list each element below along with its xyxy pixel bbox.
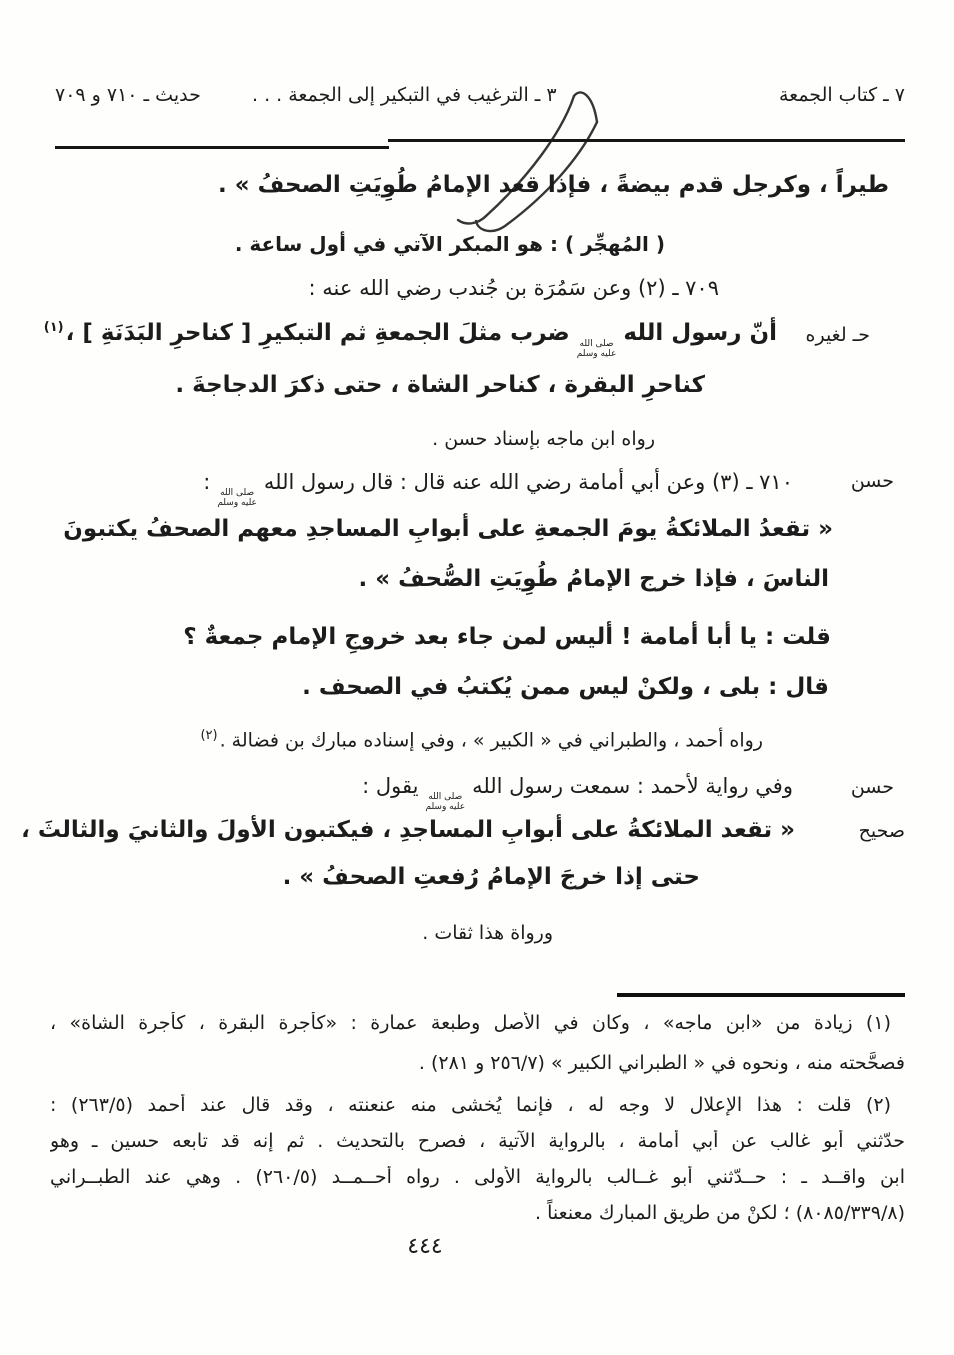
matn-line xyxy=(43,320,905,366)
footnote-line: ابن واقــد ـ : حــدّثني أبو غــالب بالرواية الأولى . رواه أحــمــد (٢٦٠/٥) . وهي عند الطبــراني xyxy=(50,1166,905,1188)
takhrij-text: رواه أحمد ، والطبراني في « الكبير » ، وفي إسناده مبارك بن فضالة . xyxy=(219,729,763,752)
takhrij-line: ورواة هذا ثقات . xyxy=(422,922,553,944)
narrator-text: وفي رواية لأحمد : سمعت رسول الله xyxy=(472,774,793,798)
matn-line: « تقعدُ الملائكةُ يومَ الجمعةِ على أبوابِ المساجدِ معهم الصحفُ يكتبونَ xyxy=(63,516,833,542)
header-book-title: ٧ ـ كتاب الجمعة xyxy=(778,84,905,106)
matn-line: قال : بلى ، ولكنْ ليس ممن يُكتبُ في الصحف . xyxy=(302,674,829,700)
header-rule-left xyxy=(55,146,389,149)
footnote-line: (١) زيادة من «ابن ماجه» ، وكان في الأصل وطبعة عمارة : «كأجرة البقرة ، كأجرة الشاة» ، xyxy=(50,1012,891,1034)
takhrij-line: رواه ابن ماجه بإسناد حسن . xyxy=(432,428,655,450)
footnote-line: فصحَّحته منه ، ونحوه في « الطبراني الكبير » (٢٥٦/٧ و ٢٨١) . xyxy=(418,1052,905,1074)
margin-grade-note: حـ لغيره xyxy=(805,324,870,346)
sallallahu-alayhi-wasallam-mark: صلى الله عليه وسلم xyxy=(576,339,617,359)
footnote-separator xyxy=(617,993,905,997)
header-chapter-title: ٣ ـ الترغيب في التبكير إلى الجمعة . . . xyxy=(252,84,557,106)
gloss-line: ( المُهجِّر ) : هو المبكر الآتي في أول ساعة . xyxy=(234,232,665,256)
margin-grade-note: حسن xyxy=(850,470,894,492)
header-hadith-numbers: حديث ـ ٧١٠ و ٧٠٩ xyxy=(55,84,201,106)
narrator-text: ٧١٠ ـ (٣) وعن أبي أمامة رضي الله عنه قال : قال رسول الله xyxy=(263,470,793,494)
narrator-text: يقول : xyxy=(362,774,419,798)
footnote-line: (٢) قلت : هذا الإعلال لا وجه له ، فإنما يُخشى منه عنعنته ، وقد قال عند أحمد (٢٦٣/٥) : xyxy=(50,1094,891,1116)
matn-line: الناسَ ، فإذا خرج الإمامُ طُوِيَتِ الصُّحفُ » . xyxy=(358,566,829,592)
page-number: ٤٤٤ xyxy=(407,1234,443,1259)
matn-line: حتى إذا خرجَ الإمامُ رُفعتِ الصحفُ » . xyxy=(282,864,700,890)
matn-line: طيراً ، وكرجل قدم بيضةً ، فإذا قعد الإمامُ طُوِيَتِ الصحفُ » . xyxy=(218,172,889,198)
matn-text: أنّ رسول الله xyxy=(623,320,777,346)
narrator-line xyxy=(50,470,905,516)
matn-text: ضرب مثلَ الجمعةِ ثم التبكيرِ [ كناحرِ البَدَنَةِ ] ، xyxy=(65,320,570,346)
sallallahu-alayhi-wasallam-mark: صلى الله عليه وسلم xyxy=(425,792,466,812)
narrator-line: ٧٠٩ ـ (٢) وعن سَمُرَة بن جُندب رضي الله عنه : xyxy=(308,276,719,300)
footnote-line: حدّثني أبو غالب عن أبي أمامة ، بالرواية الآتية ، فصرح بالتحديث . ثم إنه قد تابعه حسين ـ وهو xyxy=(50,1130,905,1152)
footnote-reference: (٢) xyxy=(200,728,218,743)
matn-line: كناحرِ البقرة ، كناحر الشاة ، حتى ذكرَ الدجاجةَ . xyxy=(175,372,705,398)
header-rule-right xyxy=(388,139,905,142)
matn-line: قلت : يا أبا أمامة ! أليس لمن جاء بعد خروجِ الإمام جمعةٌ ؟ xyxy=(183,624,831,650)
takhrij-line xyxy=(50,728,905,774)
sallallahu-alayhi-wasallam-mark: صلى الله عليه وسلم xyxy=(217,488,257,508)
margin-grade-note: صحيح xyxy=(858,820,905,842)
matn-line: « تقعد الملائكةُ على أبوابِ المساجدِ ، فيكتبون الأولَ والثانيَ والثالثَ ، xyxy=(21,817,795,843)
footnote-reference: (١) xyxy=(43,320,64,336)
narrator-text: : xyxy=(203,470,211,494)
margin-grade-note: حسن xyxy=(850,776,894,798)
narrator-line xyxy=(50,774,905,820)
footnote-line: (٨٠٨٥/٣٣٩/٨) ؛ لكنْ من طريق المبارك معنعناً . xyxy=(535,1202,905,1224)
